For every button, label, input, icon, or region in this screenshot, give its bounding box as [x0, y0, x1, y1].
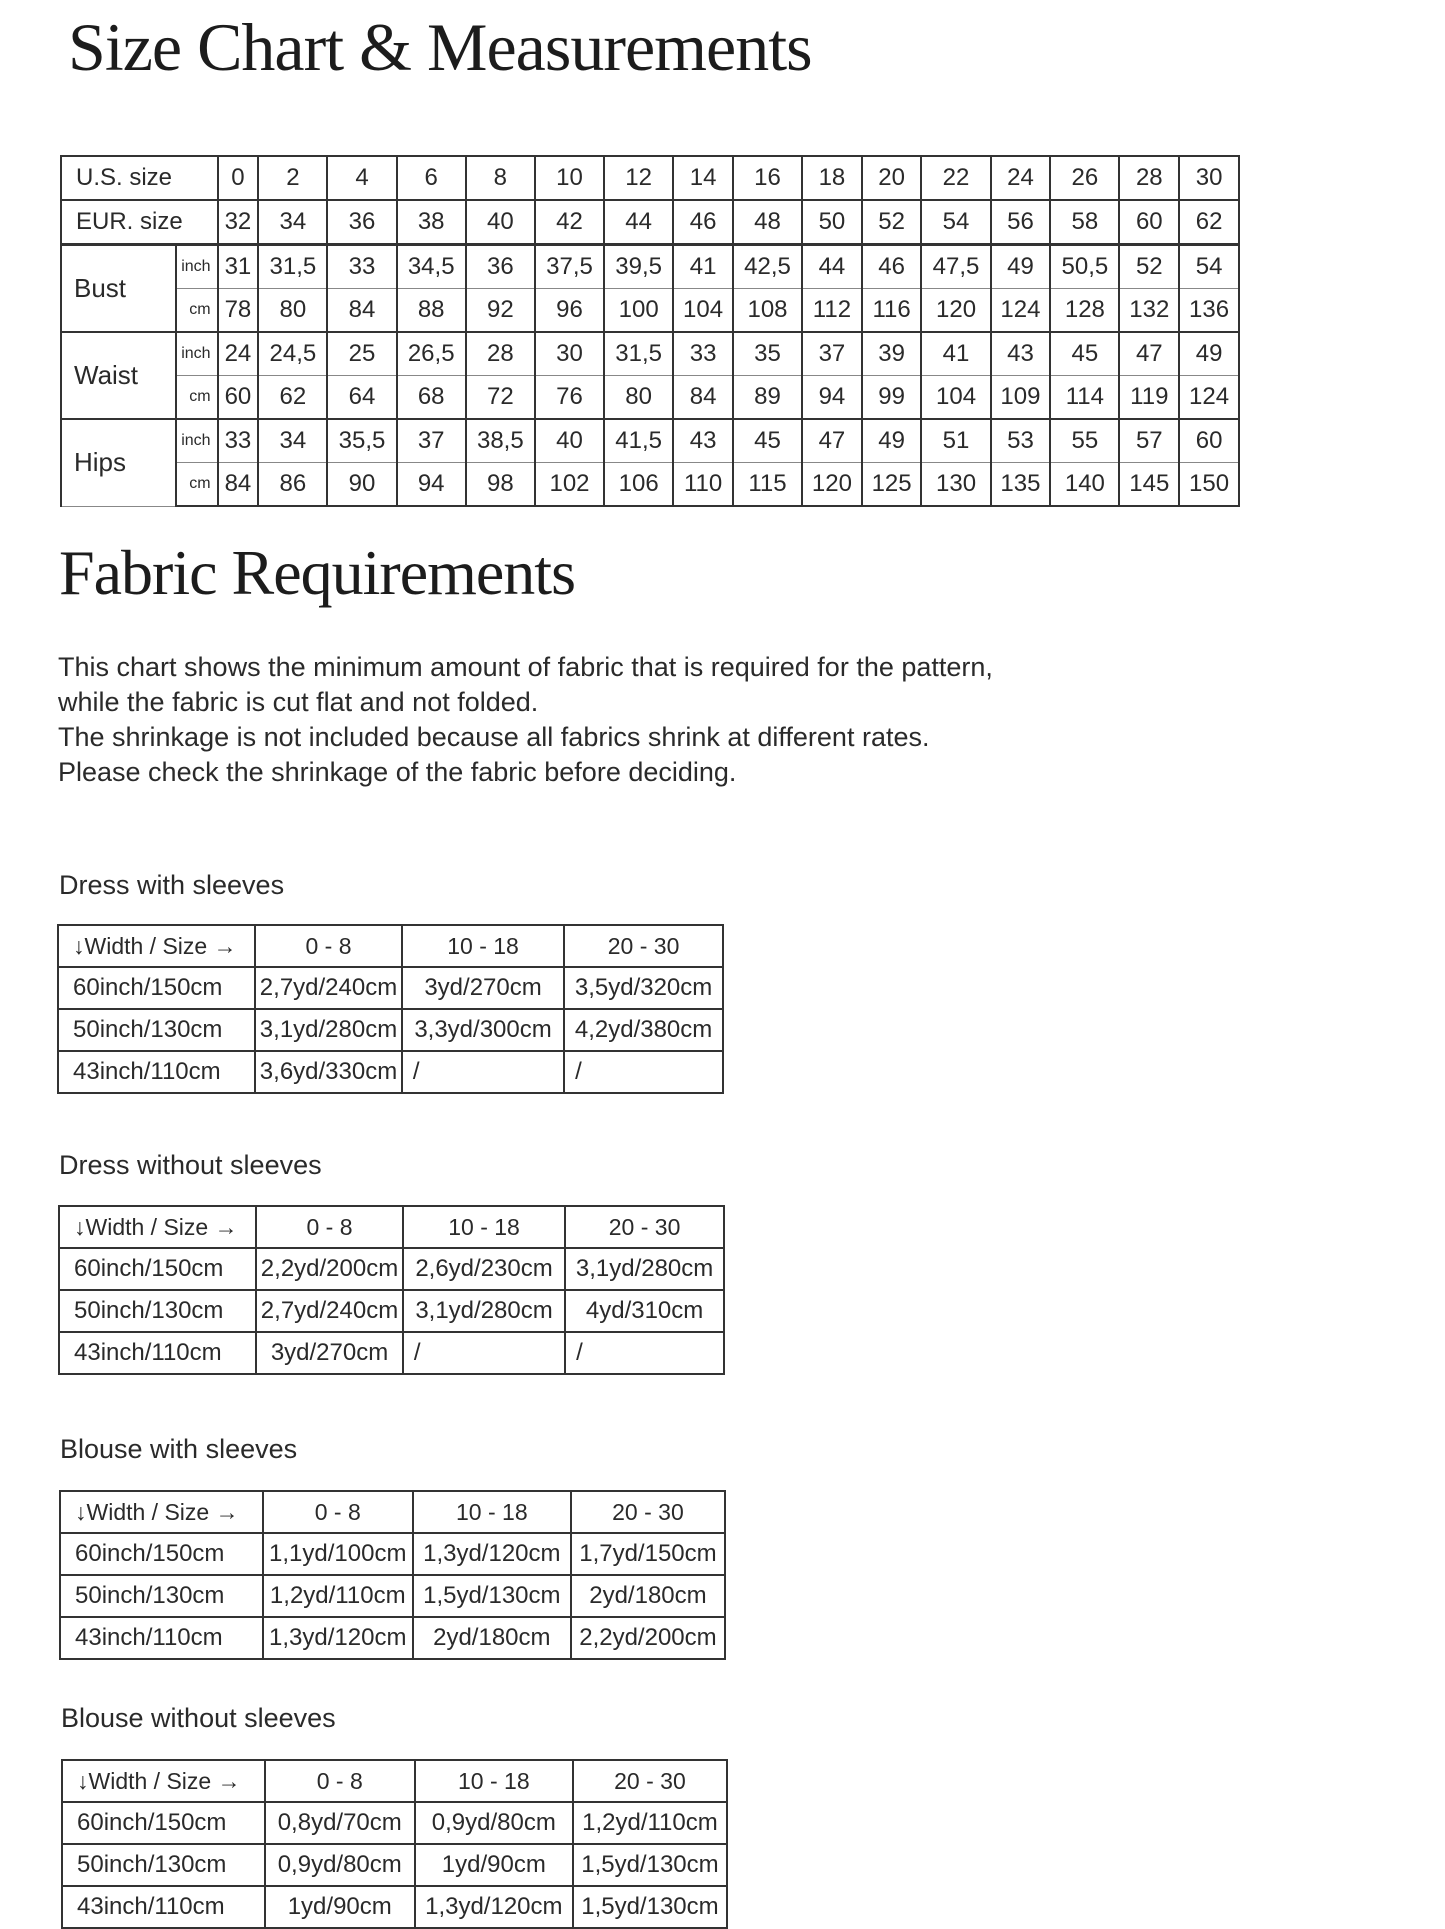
waist-cm-cell: 114 — [1050, 376, 1119, 420]
fabric-amount-cell: 4yd/310cm — [565, 1290, 724, 1332]
bust-inch-cell: 52 — [1119, 245, 1179, 289]
table-row — [59, 1332, 724, 1374]
eur-size-cell: 32 — [218, 200, 259, 245]
waist-inch-cell: 39 — [862, 332, 922, 376]
fabric-amount-cell: 2,2yd/200cm — [571, 1617, 725, 1659]
fabric-amount-cell: 2,7yd/240cm — [255, 967, 402, 1009]
bust-inch-cell: 31,5 — [258, 245, 327, 289]
fabric-amount-cell: 2yd/180cm — [571, 1575, 725, 1617]
hips-inch-cell: 41,5 — [604, 419, 673, 463]
fabric-width-cell: 60inch/150cm — [60, 1533, 263, 1575]
table-row — [60, 1617, 725, 1659]
fabric-amount-cell: 3,1yd/280cm — [403, 1290, 565, 1332]
us-size-cell: 24 — [991, 156, 1051, 200]
hips-cm-cell: 115 — [733, 463, 802, 507]
bust-cm-cell: 78 — [218, 289, 259, 333]
us-size-cell: 4 — [327, 156, 396, 200]
hips-cm-cell: 120 — [802, 463, 862, 507]
unit-label-cm: cm — [176, 289, 218, 333]
waist-inch-cell: 31,5 — [604, 332, 673, 376]
us-size-cell: 8 — [466, 156, 535, 200]
table-row — [62, 1844, 727, 1886]
hips-cm-cell: 84 — [218, 463, 259, 507]
size-range-header: 10 - 18 — [403, 1206, 565, 1248]
bust-inch-cell: 44 — [802, 245, 862, 289]
fabric-width-cell: 50inch/130cm — [58, 1009, 255, 1051]
eur-size-cell: 52 — [862, 200, 922, 245]
waist-cm-cell: 84 — [673, 376, 733, 420]
hips-cm-cell: 90 — [327, 463, 396, 507]
size-chart-title: Size Chart & Measurements — [68, 9, 812, 85]
intro-line: The shrinkage is not included because all fabrics shrink at different rates. — [58, 722, 930, 752]
us-size-cell: 18 — [802, 156, 862, 200]
size-chart-table — [60, 155, 1240, 507]
bust-inch-cell: 47,5 — [921, 245, 990, 289]
waist-cm-cell: 62 — [258, 376, 327, 420]
eur-size-cell: 62 — [1179, 200, 1239, 245]
fabric-table-blouse-without-sleeves — [61, 1759, 728, 1929]
waist-inch-cell: 24,5 — [258, 332, 327, 376]
bust-cm-cell: 100 — [604, 289, 673, 333]
size-range-header: 0 - 8 — [256, 1206, 403, 1248]
us-size-cell: 10 — [535, 156, 604, 200]
unit-label-inch: inch — [176, 332, 218, 376]
waist-inch-cell: 49 — [1179, 332, 1239, 376]
table-header-row — [62, 1760, 727, 1802]
waist-cm-cell: 119 — [1119, 376, 1179, 420]
fabric-amount-cell: 1,5yd/130cm — [573, 1844, 727, 1886]
us-size-row — [61, 156, 1239, 200]
fabric-width-cell: 50inch/130cm — [59, 1290, 256, 1332]
fabric-amount-cell: 3yd/270cm — [256, 1332, 403, 1374]
hips-cm-cell: 125 — [862, 463, 922, 507]
fabric-amount-cell: / — [564, 1051, 723, 1093]
eur-size-cell: 58 — [1050, 200, 1119, 245]
unit-label-inch: inch — [176, 419, 218, 463]
hips-inch-cell: 55 — [1050, 419, 1119, 463]
bust-label: Bust — [61, 245, 176, 333]
table-row — [62, 1886, 727, 1928]
hips-cm-cell: 98 — [466, 463, 535, 507]
bust-cm-cell: 116 — [862, 289, 922, 333]
fabric-amount-cell: 1,5yd/130cm — [413, 1575, 571, 1617]
waist-cm-row — [61, 376, 1239, 420]
hips-cm-cell: 135 — [991, 463, 1051, 507]
us-size-cell: 6 — [397, 156, 466, 200]
fabric-width-cell: 50inch/130cm — [60, 1575, 263, 1617]
waist-inch-cell: 26,5 — [397, 332, 466, 376]
size-range-header: 20 - 30 — [565, 1206, 724, 1248]
bust-inch-cell: 46 — [862, 245, 922, 289]
fabric-amount-cell: 1,7yd/150cm — [571, 1533, 725, 1575]
hips-cm-cell: 130 — [921, 463, 990, 507]
size-range-header: 0 - 8 — [263, 1491, 413, 1533]
fabric-amount-cell: 3,1yd/280cm — [565, 1248, 724, 1290]
bust-inch-cell: 39,5 — [604, 245, 673, 289]
bust-cm-cell: 120 — [921, 289, 990, 333]
fabric-amount-cell: 2yd/180cm — [413, 1617, 571, 1659]
size-range-header: 10 - 18 — [402, 925, 564, 967]
table-row — [58, 1009, 723, 1051]
size-range-header: 0 - 8 — [255, 925, 402, 967]
waist-inch-cell: 43 — [991, 332, 1051, 376]
waist-cm-cell: 104 — [921, 376, 990, 420]
fabric-table-blouse-with-sleeves — [59, 1490, 726, 1660]
section-label-dress-with-sleeves: Dress with sleeves — [59, 870, 285, 900]
size-range-header: 20 - 30 — [571, 1491, 725, 1533]
fabric-amount-cell: 2,6yd/230cm — [403, 1248, 565, 1290]
eur-size-cell: 44 — [604, 200, 673, 245]
waist-inch-cell: 45 — [1050, 332, 1119, 376]
table-row — [62, 1802, 727, 1844]
waist-inch-cell: 37 — [802, 332, 862, 376]
fabric-width-cell: 43inch/110cm — [62, 1886, 265, 1928]
waist-cm-cell: 109 — [991, 376, 1051, 420]
table-row — [58, 967, 723, 1009]
us-size-cell: 16 — [733, 156, 802, 200]
fabric-table-dress-without-sleeves — [58, 1205, 725, 1375]
waist-cm-cell: 124 — [1179, 376, 1239, 420]
hips-inch-cell: 49 — [862, 419, 922, 463]
hips-inch-cell: 37 — [397, 419, 466, 463]
bust-cm-cell: 128 — [1050, 289, 1119, 333]
fabric-amount-cell: 1,2yd/110cm — [573, 1802, 727, 1844]
hips-cm-cell: 106 — [604, 463, 673, 507]
hips-inch-cell: 35,5 — [327, 419, 396, 463]
eur-size-cell: 42 — [535, 200, 604, 245]
bust-inch-cell: 54 — [1179, 245, 1239, 289]
hips-inch-cell: 45 — [733, 419, 802, 463]
waist-inch-cell: 28 — [466, 332, 535, 376]
eur-size-cell: 36 — [327, 200, 396, 245]
hips-inch-cell: 43 — [673, 419, 733, 463]
hips-cm-cell: 110 — [673, 463, 733, 507]
eur-size-row — [61, 200, 1239, 245]
fabric-amount-cell: / — [402, 1051, 564, 1093]
hips-cm-row — [61, 463, 1239, 507]
fabric-amount-cell: 1,1yd/100cm — [263, 1533, 413, 1575]
waist-inch-cell: 30 — [535, 332, 604, 376]
width-size-header: ↓Width / Size → — [60, 1491, 263, 1533]
us-size-label: U.S. size — [61, 156, 218, 200]
hips-inch-row — [61, 419, 1239, 463]
bust-cm-cell: 124 — [991, 289, 1051, 333]
hips-inch-cell: 57 — [1119, 419, 1179, 463]
table-header-row — [60, 1491, 725, 1533]
bust-cm-cell: 96 — [535, 289, 604, 333]
eur-size-cell: 38 — [397, 200, 466, 245]
fabric-amount-cell: 3,3yd/300cm — [402, 1009, 564, 1051]
eur-size-cell: 40 — [466, 200, 535, 245]
us-size-cell: 26 — [1050, 156, 1119, 200]
waist-cm-cell: 72 — [466, 376, 535, 420]
table-row — [60, 1575, 725, 1617]
fabric-requirements-title: Fabric Requirements — [59, 537, 575, 608]
waist-inch-cell: 35 — [733, 332, 802, 376]
size-range-header: 10 - 18 — [413, 1491, 571, 1533]
fabric-amount-cell: 0,9yd/80cm — [265, 1844, 415, 1886]
us-size-cell: 30 — [1179, 156, 1239, 200]
fabric-width-cell: 60inch/150cm — [62, 1802, 265, 1844]
fabric-width-cell: 43inch/110cm — [59, 1332, 256, 1374]
bust-inch-cell: 34,5 — [397, 245, 466, 289]
hips-inch-cell: 40 — [535, 419, 604, 463]
bust-inch-cell: 31 — [218, 245, 259, 289]
fabric-amount-cell: 2,2yd/200cm — [256, 1248, 403, 1290]
us-size-cell: 14 — [673, 156, 733, 200]
waist-cm-cell: 94 — [802, 376, 862, 420]
size-range-header: 0 - 8 — [265, 1760, 415, 1802]
bust-inch-cell: 37,5 — [535, 245, 604, 289]
unit-label-inch: inch — [176, 245, 218, 289]
waist-cm-cell: 80 — [604, 376, 673, 420]
fabric-amount-cell: 1yd/90cm — [265, 1886, 415, 1928]
intro-line: while the fabric is cut flat and not folded. — [58, 687, 539, 717]
fabric-amount-cell: 0,8yd/70cm — [265, 1802, 415, 1844]
fabric-width-cell: 43inch/110cm — [60, 1617, 263, 1659]
hips-inch-cell: 34 — [258, 419, 327, 463]
section-label-blouse-with-sleeves: Blouse with sleeves — [60, 1434, 298, 1464]
table-header-row — [58, 925, 723, 967]
waist-label: Waist — [61, 332, 176, 419]
table-header-row — [59, 1206, 724, 1248]
intro-line: Please check the shrinkage of the fabric before deciding. — [58, 757, 737, 787]
bust-cm-cell: 112 — [802, 289, 862, 333]
hips-inch-cell: 33 — [218, 419, 259, 463]
bust-cm-cell: 104 — [673, 289, 733, 333]
fabric-amount-cell: 1,3yd/120cm — [413, 1533, 571, 1575]
eur-size-label: EUR. size — [61, 200, 218, 245]
hips-cm-cell: 86 — [258, 463, 327, 507]
hips-label: Hips — [61, 419, 176, 506]
waist-inch-cell: 33 — [673, 332, 733, 376]
waist-cm-cell: 64 — [327, 376, 396, 420]
bust-cm-cell: 80 — [258, 289, 327, 333]
waist-cm-cell: 89 — [733, 376, 802, 420]
hips-inch-cell: 47 — [802, 419, 862, 463]
hips-cm-cell: 94 — [397, 463, 466, 507]
waist-inch-cell: 47 — [1119, 332, 1179, 376]
intro-line: This chart shows the minimum amount of fabric that is required for the pattern, — [58, 652, 993, 682]
bust-inch-cell: 36 — [466, 245, 535, 289]
us-size-cell: 0 — [218, 156, 259, 200]
waist-inch-row — [61, 332, 1239, 376]
fabric-amount-cell: 1,2yd/110cm — [263, 1575, 413, 1617]
hips-cm-cell: 150 — [1179, 463, 1239, 507]
hips-cm-cell: 140 — [1050, 463, 1119, 507]
eur-size-cell: 50 — [802, 200, 862, 245]
eur-size-cell: 34 — [258, 200, 327, 245]
section-label-dress-without-sleeves: Dress without sleeves — [59, 1150, 322, 1180]
eur-size-cell: 60 — [1119, 200, 1179, 245]
width-size-header: ↓Width / Size → — [58, 925, 255, 967]
waist-cm-cell: 68 — [397, 376, 466, 420]
fabric-amount-cell: 0,9yd/80cm — [415, 1802, 573, 1844]
us-size-cell: 22 — [921, 156, 990, 200]
hips-inch-cell: 51 — [921, 419, 990, 463]
hips-inch-cell: 53 — [991, 419, 1051, 463]
waist-cm-cell: 76 — [535, 376, 604, 420]
size-range-header: 20 - 30 — [573, 1760, 727, 1802]
bust-cm-cell: 92 — [466, 289, 535, 333]
hips-cm-cell: 145 — [1119, 463, 1179, 507]
width-size-header: ↓Width / Size → — [62, 1760, 265, 1802]
fabric-amount-cell: 3,1yd/280cm — [255, 1009, 402, 1051]
eur-size-cell: 56 — [991, 200, 1051, 245]
table-row — [59, 1248, 724, 1290]
us-size-cell: 28 — [1119, 156, 1179, 200]
us-size-cell: 2 — [258, 156, 327, 200]
fabric-amount-cell: 1yd/90cm — [415, 1844, 573, 1886]
waist-inch-cell: 25 — [327, 332, 396, 376]
bust-cm-cell: 132 — [1119, 289, 1179, 333]
fabric-intro-text — [58, 650, 1158, 790]
fabric-width-cell: 60inch/150cm — [58, 967, 255, 1009]
fabric-width-cell: 60inch/150cm — [59, 1248, 256, 1290]
us-size-cell: 12 — [604, 156, 673, 200]
fabric-amount-cell: / — [565, 1332, 724, 1374]
bust-inch-cell: 49 — [991, 245, 1051, 289]
fabric-amount-cell: 4,2yd/380cm — [564, 1009, 723, 1051]
waist-inch-cell: 41 — [921, 332, 990, 376]
fabric-amount-cell: 1,3yd/120cm — [415, 1886, 573, 1928]
table-row — [60, 1533, 725, 1575]
eur-size-cell: 48 — [733, 200, 802, 245]
bust-cm-row — [61, 289, 1239, 333]
fabric-amount-cell: 1,5yd/130cm — [573, 1886, 727, 1928]
bust-inch-row — [61, 245, 1239, 289]
bust-cm-cell: 88 — [397, 289, 466, 333]
unit-label-cm: cm — [176, 463, 218, 507]
bust-cm-cell: 108 — [733, 289, 802, 333]
fabric-amount-cell: / — [403, 1332, 565, 1374]
fabric-amount-cell: 3,6yd/330cm — [255, 1051, 402, 1093]
bust-inch-cell: 42,5 — [733, 245, 802, 289]
size-range-header: 10 - 18 — [415, 1760, 573, 1802]
waist-cm-cell: 99 — [862, 376, 922, 420]
bust-inch-cell: 50,5 — [1050, 245, 1119, 289]
hips-cm-cell: 102 — [535, 463, 604, 507]
waist-inch-cell: 24 — [218, 332, 259, 376]
bust-cm-cell: 84 — [327, 289, 396, 333]
waist-cm-cell: 60 — [218, 376, 259, 420]
section-label-blouse-without-sleeves: Blouse without sleeves — [61, 1703, 336, 1733]
unit-label-cm: cm — [176, 376, 218, 420]
fabric-amount-cell: 1,3yd/120cm — [263, 1617, 413, 1659]
table-row — [58, 1051, 723, 1093]
fabric-table-dress-with-sleeves — [57, 924, 724, 1094]
fabric-amount-cell: 3yd/270cm — [402, 967, 564, 1009]
eur-size-cell: 54 — [921, 200, 990, 245]
width-size-header: ↓Width / Size → — [59, 1206, 256, 1248]
eur-size-cell: 46 — [673, 200, 733, 245]
size-range-header: 20 - 30 — [564, 925, 723, 967]
us-size-cell: 20 — [862, 156, 922, 200]
fabric-amount-cell: 2,7yd/240cm — [256, 1290, 403, 1332]
fabric-amount-cell: 3,5yd/320cm — [564, 967, 723, 1009]
hips-inch-cell: 38,5 — [466, 419, 535, 463]
bust-cm-cell: 136 — [1179, 289, 1239, 333]
table-row — [59, 1290, 724, 1332]
fabric-width-cell: 50inch/130cm — [62, 1844, 265, 1886]
bust-inch-cell: 41 — [673, 245, 733, 289]
bust-inch-cell: 33 — [327, 245, 396, 289]
hips-inch-cell: 60 — [1179, 419, 1239, 463]
fabric-width-cell: 43inch/110cm — [58, 1051, 255, 1093]
